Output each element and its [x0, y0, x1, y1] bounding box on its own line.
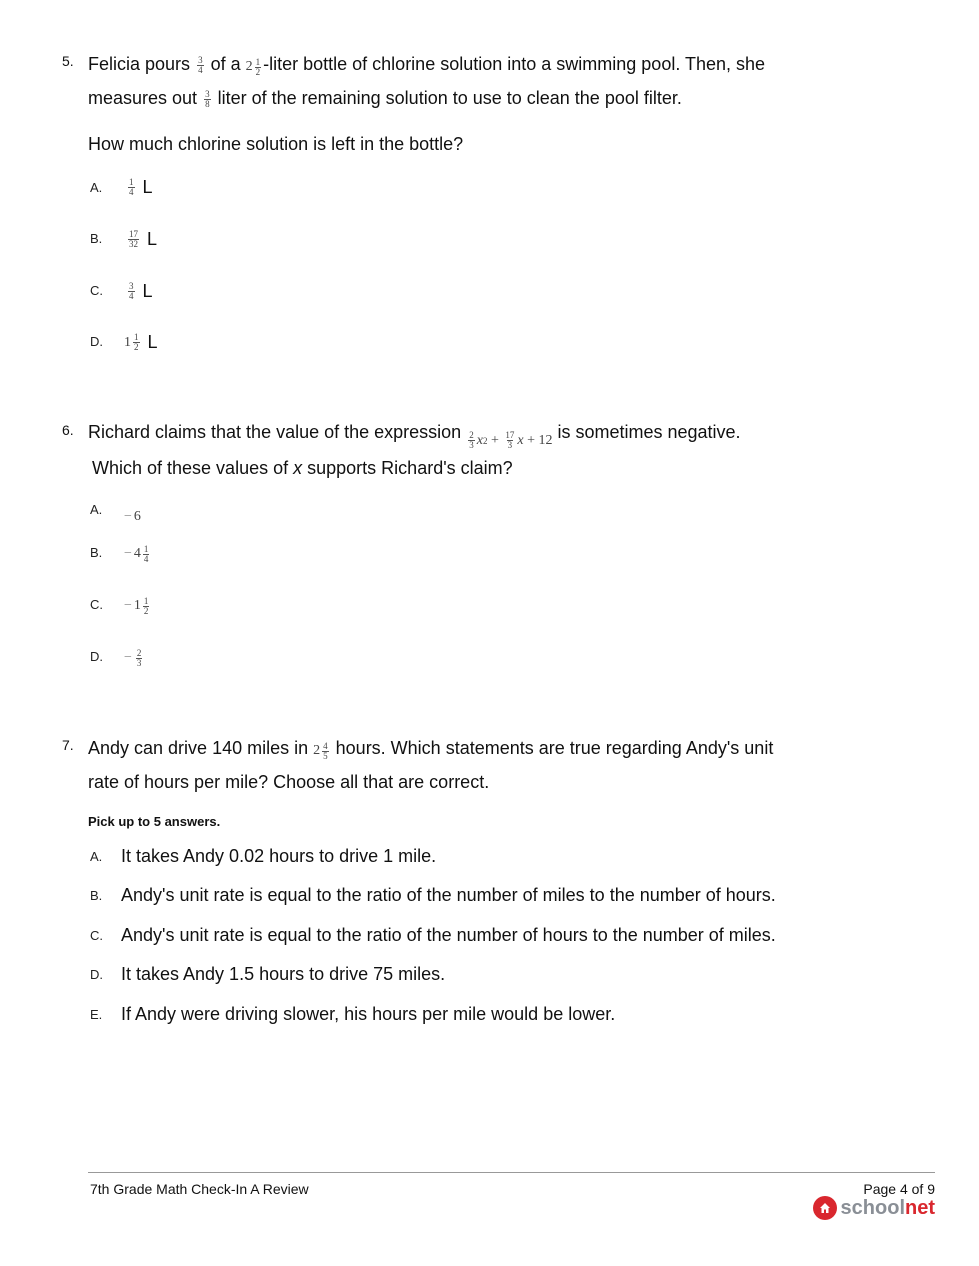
q7-option-c-letter[interactable]: C.	[90, 928, 103, 943]
q6-option-a[interactable]: − 6	[124, 509, 141, 524]
q5-option-a[interactable]	[126, 177, 153, 198]
q5-option-b-unit: L	[147, 229, 158, 249]
q5-option-b-fraction: $\frac{17}{32}$	[129, 229, 138, 249]
q5-text-pre: Felicia pours	[88, 54, 191, 74]
q6-text-pre: Richard claims that the value of the expression	[88, 422, 462, 442]
q5-option-a-fraction: $\frac{1}{4}$	[129, 177, 134, 197]
q5-option-c-fraction: $\frac{3}{4}$	[129, 281, 134, 301]
q5-fraction-three-eighths: $\frac{3}{8}$	[205, 88, 210, 109]
q5-option-c-letter[interactable]: C.	[90, 283, 103, 298]
q7-option-b-letter[interactable]: B.	[90, 888, 103, 903]
q6-option-a-letter[interactable]: A.	[90, 502, 103, 517]
q7-option-c-text[interactable]: Andy's unit rate is equal to the ratio of the number of hours to the number of miles.	[121, 925, 776, 945]
q6-option-b-letter[interactable]: B.	[90, 545, 103, 560]
question-6-number: 6.	[62, 422, 74, 438]
q6-expression: $\frac{2}{3}$ x 2 + $\frac{17}{3}$ x + 12	[469, 430, 553, 450]
q5-fraction-three-fourths: $\frac{3}{4}$	[198, 54, 203, 75]
q6-option-d[interactable]: − $\frac{2}{3}$	[124, 647, 142, 668]
footer-document-title: 7th Grade Math Check-In A Review	[90, 1181, 309, 1197]
q5-option-d-letter[interactable]: D.	[90, 334, 103, 349]
q5-mixed-number: 2 $\frac{1}{2}$	[245, 56, 261, 77]
q5-option-a-unit: L	[142, 177, 153, 197]
q7-mixed-number: 2 $\frac{4}{5}$	[313, 740, 328, 761]
q5-option-b[interactable]	[126, 229, 157, 250]
schoolnet-logo	[813, 1196, 935, 1220]
footer-page-number: Page 4 of 9	[863, 1181, 935, 1197]
q5-option-b-letter[interactable]: B.	[90, 231, 103, 246]
q5-option-c-unit: L	[142, 281, 153, 301]
question-5-line-2	[88, 87, 682, 109]
q6-option-c-letter[interactable]: C.	[90, 597, 103, 612]
q5-line2-post: liter of the remaining solution to use to clean the pool filter.	[217, 88, 682, 108]
question-6-line-2: Which of these values of x supports Richard's claim?	[92, 458, 513, 478]
q5-option-d-mixed: 1 $\frac{1}{2}$	[124, 332, 139, 352]
q7-option-d-text[interactable]: It takes Andy 1.5 hours to drive 75 miles.	[121, 964, 446, 984]
footer-divider	[88, 1172, 935, 1173]
question-5-prompt: How much chlorine solution is left in the bottle?	[88, 134, 464, 154]
q7-option-a-letter[interactable]: A.	[90, 849, 103, 864]
q6-text-post: is sometimes negative.	[557, 422, 741, 442]
q6-option-c[interactable]: − 1 $\frac{1}{2}$	[124, 595, 149, 616]
q7-option-e-text[interactable]: If Andy were driving slower, his hours per mile would be lower.	[121, 1004, 616, 1024]
q5-option-a-letter[interactable]: A.	[90, 180, 103, 195]
q7-option-b-text[interactable]: Andy's unit rate is equal to the ratio of the number of miles to the number of hours.	[121, 885, 776, 905]
question-5-line-1	[88, 53, 765, 78]
q6-option-d-letter[interactable]: D.	[90, 649, 103, 664]
q7-option-d-letter[interactable]: D.	[90, 967, 103, 982]
q5-option-c[interactable]	[126, 281, 153, 302]
q6-variable-x: x	[293, 458, 303, 478]
q7-pick-instruction: Pick up to 5 answers.	[88, 814, 221, 829]
question-5-number: 5.	[62, 53, 74, 69]
q6-option-b[interactable]: − 4 $\frac{1}{4}$	[124, 543, 149, 564]
logo-text-school: school	[840, 1196, 905, 1219]
logo-text-net: net	[905, 1196, 935, 1219]
q7-option-a-text[interactable]: It takes Andy 0.02 hours to drive 1 mile.	[121, 846, 437, 866]
q5-text-mid: of a	[210, 54, 241, 74]
question-7-line-2: rate of hours per mile? Choose all that are correct.	[88, 772, 490, 792]
q7-option-e-letter[interactable]: E.	[90, 1007, 103, 1022]
question-7-number: 7.	[62, 737, 74, 753]
question-6-line-1	[88, 421, 741, 452]
q5-text-post: -liter bottle of chlorine solution into a swimming pool. Then, she	[263, 54, 766, 74]
question-7-line-1: Andy can drive 140 miles in 2 $\frac{4}{5}$ hours. Which statements are true regarding Andy's unit	[88, 738, 774, 761]
q5-line2-pre: measures out	[88, 88, 198, 108]
q5-option-d-unit: L	[147, 332, 158, 352]
q5-option-d[interactable]	[124, 332, 158, 353]
home-icon	[813, 1196, 837, 1220]
